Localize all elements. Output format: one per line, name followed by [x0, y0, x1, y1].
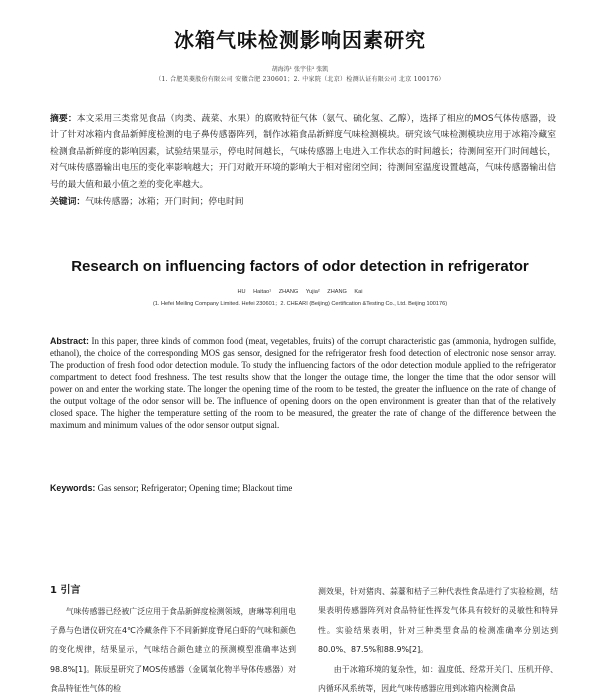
- english-keywords-label: Keywords:: [50, 483, 96, 493]
- section-heading-introduction: 1 引言: [50, 585, 81, 596]
- english-title: Research on influencing factors of odor detection in refrigerator: [71, 258, 529, 275]
- english-abstract-text: In this paper, three kinds of common food (meat, vegetables, fruits) of the corrupt characteristic gas (ammonia, hydrogen sulfide, ethanol), the choice of the corresponding MOS gas sensor, designed for the refrigerator fresh food detection of electronic nose sensor array. The production of fresh food odor detection module. To study the influencing factors of the odor detection module applied to the refrigerator compartment to detect food freshness. The test results show that the longer the outage time, the longer the time that the odor sensor will power on and enter the working state. The longer the opening time of the room to be tested, the greater the influence on the rate of change of the output voltage of the odor sensor will be. The influence of opening doors on the open environment is greater than that of the relatively closed space. The higher the temperature setting of the room to be measured, the greater the rate of change of the difference between the maximum and minimum values of the odor sensor output signal.: [50, 336, 556, 430]
- chinese-abstract-text: 本文采用三类常见食品（肉类、蔬菜、水果）的腐败特征气体（氨气、硫化氢、乙醇），选择了相应的MOS气体传感器，设计了针对冰箱内食品新鲜度检测的电子鼻传感器阵列，制作冰箱食品新鲜度气味检测模块。研究该气味检测模块应用于冰箱冷藏室检测食品新鲜度的影响因素，试验结果显示，停电时间越长，气味传感器上电进入工作状态的时间越长；待测间室开门时间越长，对气味传感器输出电压的变化率影响越大；开门对敞开环境的影响大于相对密闭空间；待测间室温度设置越高，气味传感器输出信号的最大值和最小值之差的变化率越大。: [50, 114, 556, 190]
- body-paragraph: 由于冰箱环境的复杂性，如：温度低、经常开关门、压机开停、内循环风系统等，因此气味传感器应用到冰箱内检测食品: [318, 664, 558, 694]
- chinese-keywords-text: 气味传感器；冰箱；开门时间；停电时间: [85, 197, 244, 207]
- body-paragraph: 气味传感器已经被广泛应用于食品新鲜度检测领域，唐琳等利用电子鼻与色谱仪研究在4℃冷藏条件下不同新鲜度脊尾白虾的气味和颜色的变化规律，结果显示，气味结合颜色建立的预测模型准确率达到98.8%[1]。陈辰星研究了MOS传感器（金属氧化物半导体传感器）对食品特征性气体的检: [50, 607, 296, 693]
- chinese-keywords-label: 关键词：: [50, 197, 86, 207]
- chinese-abstract-label: 摘要：: [50, 114, 77, 124]
- body-column-left: [50, 582, 296, 698]
- chinese-authors: 胡海涛¹ 张宇佳² 张凯: [271, 66, 329, 73]
- english-keywords-text: Gas sensor; Refrigerator; Opening time; Blackout time: [97, 483, 293, 493]
- english-authors: HU Haitao¹ ZHANG Yujia² ZHANG Kai: [237, 289, 363, 295]
- chinese-abstract: [50, 111, 556, 193]
- english-affiliation: (1. Hefei Meiling Company Limited. Hefei 230601；2. CHEARI (Beijing) Certification &Testing Co., Ltd. Beijing 100176): [152, 301, 448, 307]
- english-abstract: [50, 335, 556, 431]
- english-abstract-label: Abstract:: [50, 336, 89, 346]
- chinese-title: 冰箱气味检测影响因素研究: [174, 28, 426, 52]
- chinese-keywords: [50, 194, 556, 210]
- english-keywords: [50, 482, 556, 494]
- chinese-affiliation: （1. 合肥美菱股份有限公司 安徽合肥 230601；2. 中家院（北京）检测认证有限公司 北京 100176）: [155, 76, 445, 83]
- body-column-right: [318, 582, 558, 698]
- body-paragraph-continued: 测效果，针对猪肉、蒜薹和桔子三种代表性食品进行了实验检测，结果表明传感器阵列对食品特征性挥发气体具有较好的灵敏性和特异性。实验结果表明，针对三种类型食品的检测准确率分别达到80.0%、87.5%和88.9%[2]。: [318, 587, 558, 655]
